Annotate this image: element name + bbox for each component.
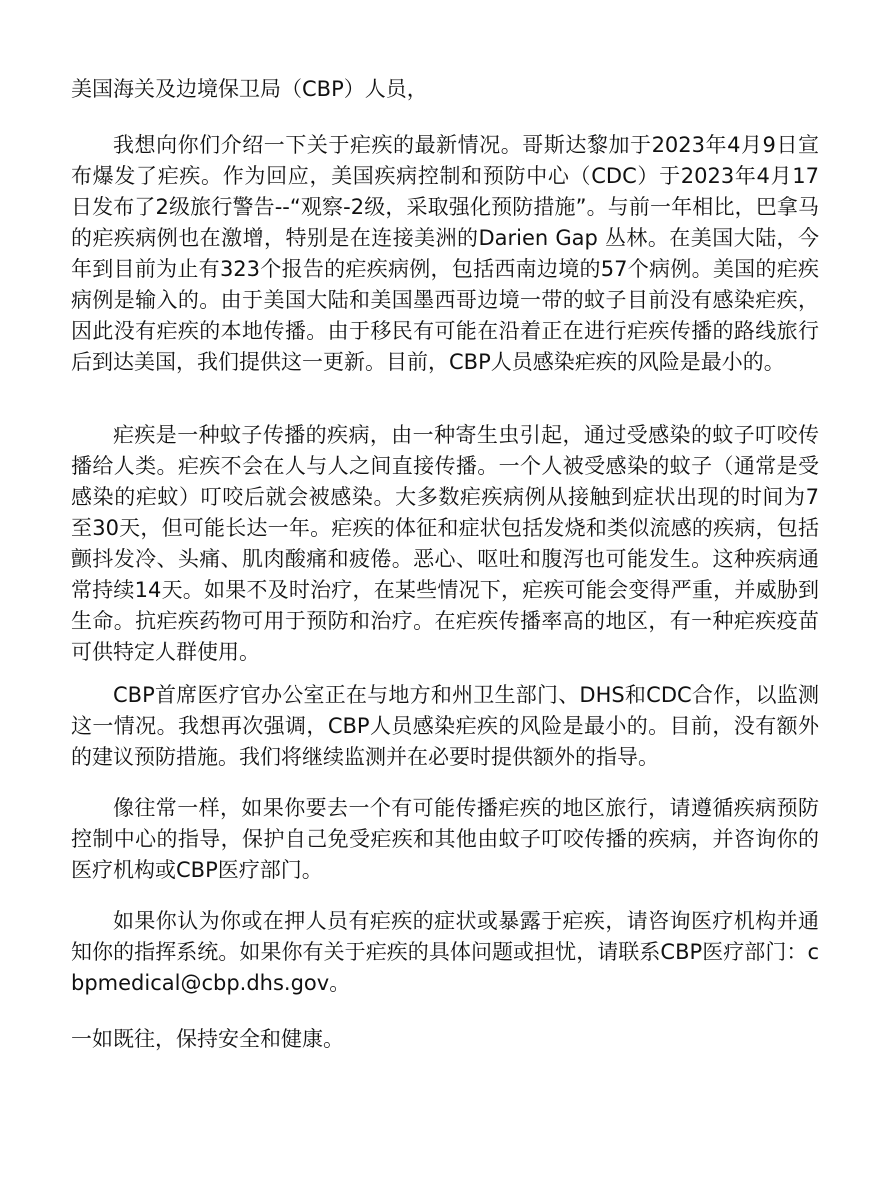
paragraph-malaria-overview: 疟疾是一种蚊子传播的疾病，由一种寄生虫引起，通过受感染的蚊子叮咬传播给人类。疟疾不会在人与人之间直接传播。一个人被受感染的蚊子（通常是受感染的疟蚊）叮咬后就会被感染。大多数疟疾病例从接触到症状出现的时间为7至30天，但可能长达一年。疟疾的体征和症状包括发烧和类似流感的疾病，包括颤抖发冷、头痛、肌肉酸痛和疲倦。恶心、呕吐和腹泻也可能发生。这种疾病通常持续14天。如果不及时治疗，在某些情况下，疟疾可能会变得严重，并威胁到生命。抗疟疾药物可用于预防和治疗。在疟疾传播率高的地区，有一种疟疾疫苗可供特定人群使用。: [71, 423, 819, 664]
paragraph-malaria-update: 我想向你们介绍一下关于疟疾的最新情况。哥斯达黎加于2023年4月9日宣布爆发了疟疾。作为回应，美国疾病控制和预防中心（CDC）于2023年4月17日发布了2级旅行警告--“观察-2级，采取强化预防措施”。与前一年相比，巴拿马的疟疾病例也在激增，特别是在连接美洲的Darien Gap 丛林。在美国大陆，今年到目前为止有323个报告的疟疾病例，包括西南边境的57个病例。美国的疟疾病例是输入的。由于美国大陆和美国墨西哥边境一带的蚊子目前没有感染疟疾，因此没有疟疾的本地传播。由于移民有可能在沿着正在进行疟疾传播的路线旅行后到达美国，我们提供这一更新。目前，CBP人员感染疟疾的风险是最小的。: [71, 133, 819, 374]
paragraph-travel-guidance: 像往常一样，如果你要去一个有可能传播疟疾的地区旅行，请遵循疾病预防控制中心的指导，保护自己免受疟疾和其他由蚊子叮咬传播的疾病，并咨询你的医疗机构或CBP医疗部门。: [71, 796, 819, 882]
paragraph-contact-info: 如果你认为你或在押人员有疟疾的症状或暴露于疟疾，请咨询医疗机构并通知你的指挥系统。如果你有关于疟疾的具体问题或担忧，请联系CBP医疗部门：cbpmedical@cbp.dhs.gov。: [71, 909, 819, 995]
letter-closing: 一如既往，保持安全和健康。: [71, 1027, 344, 1051]
paragraph-cbp-monitoring: CBP首席医疗官办公室正在与地方和州卫生部门、DHS和CDC合作，以监测这一情况。我想再次强调，CBP人员感染疟疾的风险是最小的。目前，没有额外的建议预防措施。我们将继续监测并在必要时提供额外的指导。: [71, 683, 819, 769]
letter-salutation: 美国海关及边境保卫局（CBP）人员，: [71, 77, 428, 101]
